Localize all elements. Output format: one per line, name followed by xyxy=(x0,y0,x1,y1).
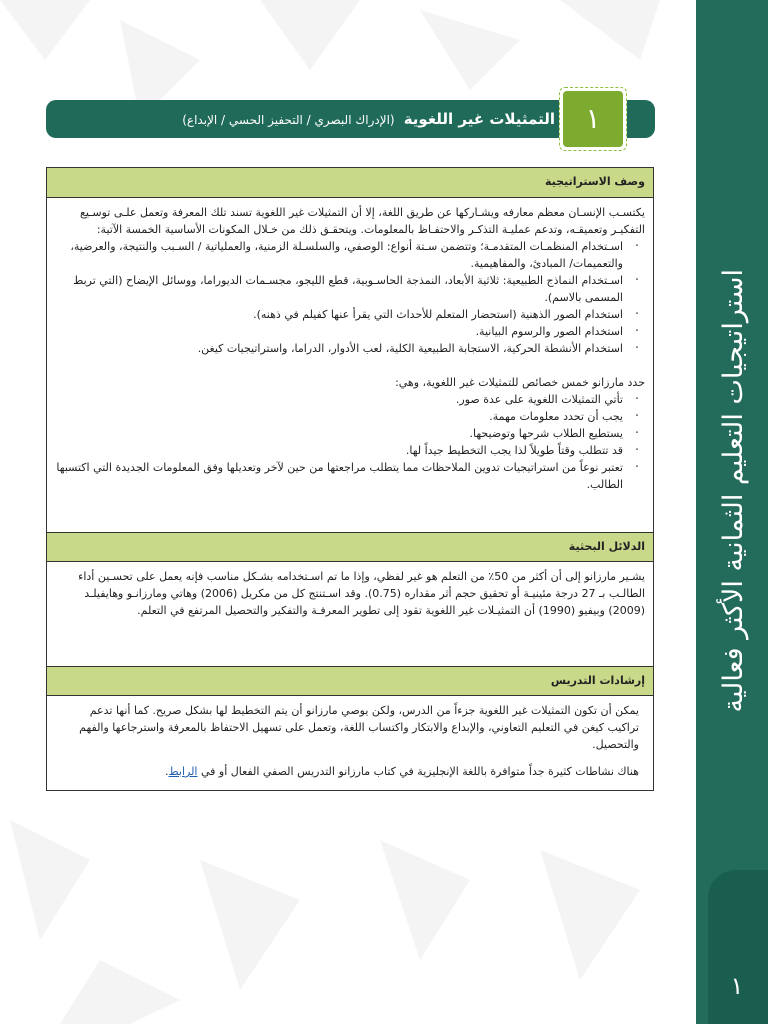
list-item: · استخدام الصور والرسوم البيانية. xyxy=(55,323,623,340)
list-item: · استخدام الأنشطة الحركية، الاستجابة الطبيعية الكلية، لعب الأدوار، الدراما، واستراتيجيات كيغن. xyxy=(55,340,623,357)
list-item: · تعتبر نوعاً من استراتيجيات تدوين الملاحظات مما يتطلب مراجعتها من حين لآخر وتعديلها وفق المعلومات الجديدة التي اكتسبها الطالب. xyxy=(55,459,623,493)
strategy-table xyxy=(46,167,654,791)
guidance-note xyxy=(55,763,639,780)
list-item: · يجب أن تحدد معلومات مهمة. xyxy=(55,408,623,425)
features-list xyxy=(55,391,645,493)
strategy-title-subtitle: (الإدراك البصري / التحفيز الحسي / الإبداع) xyxy=(182,113,395,127)
side-title xyxy=(711,256,755,726)
section-heading-guidance: إرشادات التدريس xyxy=(47,666,653,696)
list-item: · اسـتخدام المنظمـات المتقدمـة؛ وتتضمن سـتة أنواع: الوصفي، والسلسـلة الزمنية، والعملياتية / السـبب والنتيجة، والعرضية، والتعميمات/ المبادئ، والمفاهيمية. xyxy=(55,238,623,272)
description-intro: يكتسـب الإنسـان معظم معارفه ويشـاركها عن طريق اللغة، إلا أن التمثيلات غير اللغوية تسند تلك المعرفة وتعمل علـى توسـيع التفكيـر وتعميقـه، وتدعم عمليـة التذكـر والاحتفـاظ بالمعلومات. ويتحقـق ذلك من خـلال المكونات الأساسية الخمسة الآتية: xyxy=(80,206,645,236)
list-item: · قد تتطلب وقتاً طويلاً لذا يجب التخطيط جيداً لها. xyxy=(55,442,623,459)
section-body-evidence xyxy=(47,562,653,666)
section-heading-description: وصف الاستراتيجية xyxy=(47,168,653,198)
side-title-text: استراتيجيات التعليم الثمانية الأكثر فعالية xyxy=(717,269,749,713)
guidance-note-text: هناك نشاطات كثيرة جداً متوافرة باللغة الإنجليزية في كتاب مارزانو التدريس الصفي الفعال أو في xyxy=(200,765,639,778)
components-list xyxy=(55,238,645,357)
list-item: · اسـتخدام النماذج الطبيعية: ثلاثية الأبعاد، النمذجة الحاسـوبية، قطع الليجو، مجسـمات الديوراما، ووسائل الإيضاح (التي تربط المسمى بالاسم). xyxy=(55,272,623,306)
strategy-title xyxy=(182,100,555,138)
resource-link[interactable]: الرابط xyxy=(168,765,198,778)
evidence-text: يشـير مارزانو إلى أن أكثر من 50٪ من التعلم هو غير لفظي، وإذا ما تم اسـتخدامه بشـكل مناسب فإنه يعمل على تحسـين أداء الطالـب بـ 27 درجة مئينيـة أو تحقيق حجم أثر مقداره (0.75). وقد اسـتنتج كل من مكريل (2006) وهاتي ومارزانـو وهايفيلـد (2009) وبيفيو (1990) أن التمثيـلات غير اللغوية تقود إلى تطوير المعرفـة والتفكير والتحصيل المرتفع في التعلم. xyxy=(78,570,645,617)
list-item: · تأتي التمثيلات اللغوية على عدة صور. xyxy=(55,391,623,408)
guidance-note-end: . xyxy=(164,765,169,778)
section-body-guidance xyxy=(47,696,653,790)
page-number: ١ xyxy=(730,972,744,1000)
guidance-text: يمكن أن تكون التمثيلات غير اللغوية جزءاً من الدرس، ولكن يوصي مارزانو أن يتم التخطيط لها بشكل صريح. كما أنها تدعم تراكيب كيغن في التعليم التعاوني، والإبداع والابتكار واكتساب اللغة، وتعمل على تسهيل الاحتفاظ بالمعرفة واسترجاعها والفهم والتحصيل. xyxy=(79,704,639,751)
strategy-title-main: التمثيلات غير اللغوية xyxy=(403,110,555,128)
features-intro: حدد مارزانو خمس خصائص للتمثيلات غير اللغوية، وهي: xyxy=(395,376,645,389)
list-item: · استخدام الصور الذهنية (استحضار المتعلم للأحداث التي يقرأ عنها كفيلم في ذهنه). xyxy=(55,306,623,323)
strategy-number-badge: ١ xyxy=(563,91,623,147)
section-heading-evidence: الدلائل البحثية xyxy=(47,532,653,562)
section-body-description xyxy=(47,198,653,532)
list-item: · يستطيع الطلاب شرحها وتوضيحها. xyxy=(55,425,623,442)
